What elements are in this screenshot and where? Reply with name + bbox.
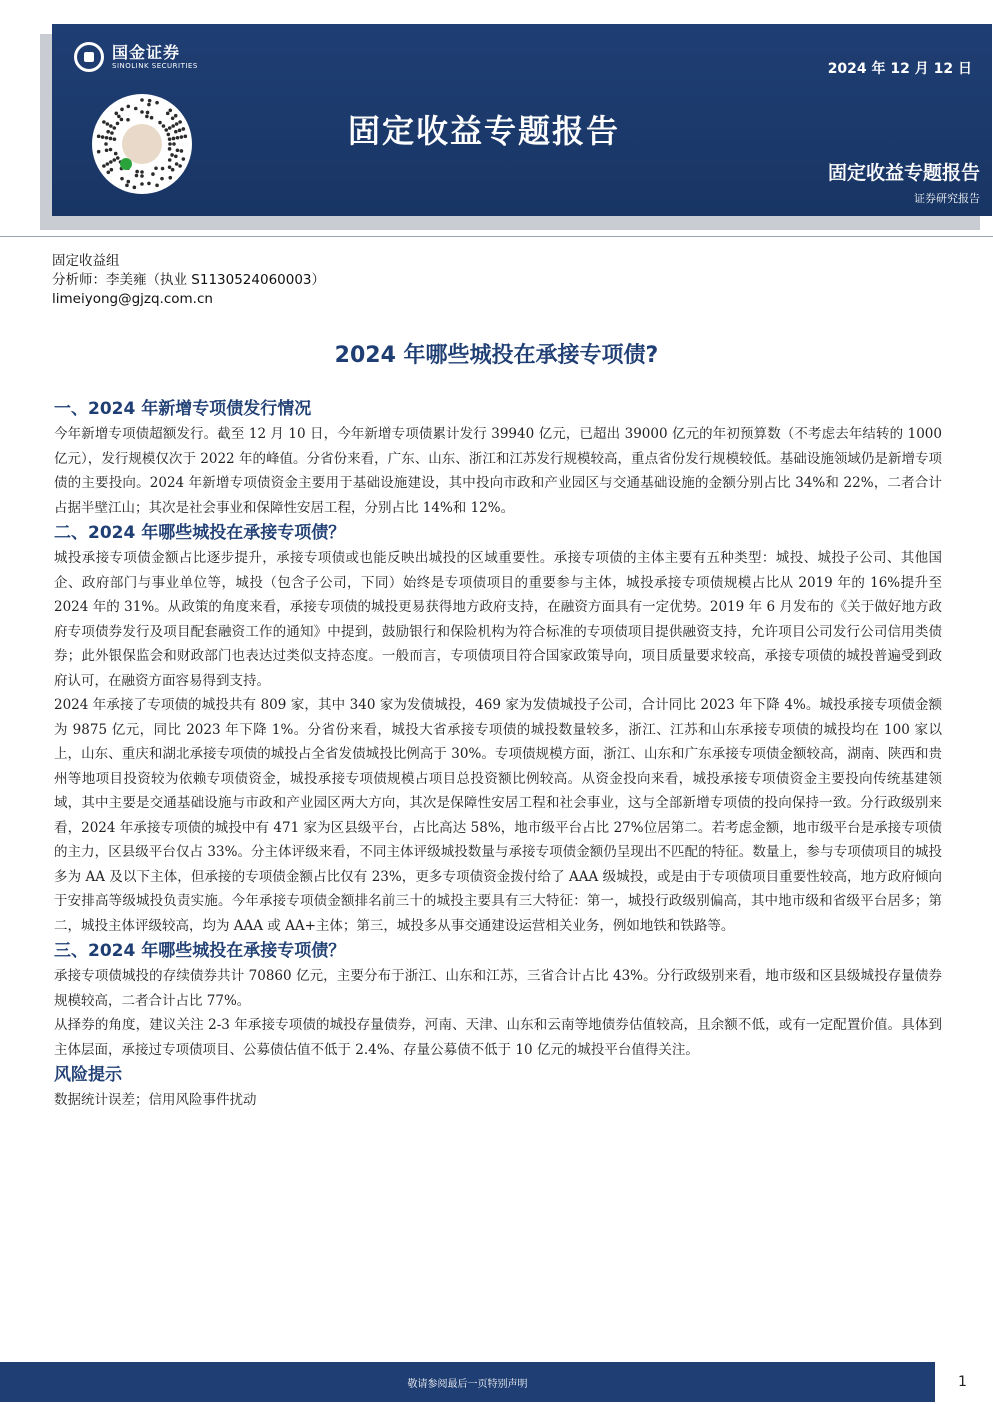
report-header bbox=[52, 24, 992, 216]
report-title: 固定收益专题报告 bbox=[348, 112, 621, 150]
author-email[interactable]: limeiyong@gjzq.com.cn bbox=[52, 291, 213, 307]
brand-logo bbox=[74, 42, 198, 72]
report-body bbox=[54, 396, 942, 1113]
footer-disclaimer: 敬请参阅最后一页特别声明 bbox=[407, 1379, 528, 1390]
section-heading: 风险提示 bbox=[54, 1065, 122, 1085]
section-1 bbox=[54, 396, 942, 520]
report-type: 固定收益专题报告 bbox=[827, 162, 980, 184]
section-paragraph: 从择券的角度，建议关注 2-3 年承接专项债的城投存量债券，河南、天津、山东和云南等地债券估值较高，且余额不低，或有一定配置价值。具体到主体层面，承接过专项债项目、公募债估值不低于 2.4%、存量公募债不低于 10 亿元的城投平台值得关注。 bbox=[54, 1017, 942, 1058]
author-analyst: 分析师：李美雍（执业 S1130524060003） bbox=[52, 272, 326, 288]
header-divider bbox=[0, 236, 993, 237]
logo-icon bbox=[74, 42, 104, 72]
section-paragraph: 城投承接专项债金额占比逐步提升，承接专项债或也能反映出城投的区域重要性。承接专项债的主体主要有五种类型：城投、城投子公司、其他国企、政府部门与事业单位等，城投（包含子公司，下同）始终是专项债项目的重要参与主体，城投承接专项债规模占比从 2019 年的 16%提升至 2024 年的 31%。从政策的角度来看，承接专项债的城投更易获得地方政府支持，在融资方面具有一定优势。2019 年 6 月发布的《关于做好地方政府专项债券发行及项目配套融资工作的通知》中提到，鼓励银行和保险机构为符合标准的专项债项目提供融资支持，允许项目公司发行公司信用类债券；此外银保监会和财政部门也表达过类似支持态度。一般而言，专项债项目符合国家政策导向，项目质量要求较高，承接专项债的城投普遍受到政府认可，在融资方面容易得到支持。 bbox=[54, 550, 942, 689]
section-heading: 一、2024 年新增专项债发行情况 bbox=[54, 399, 312, 419]
section-paragraph: 承接专项债城投的存续债券共计 70860 亿元，主要分布于浙江、山东和江苏，三省合计占比 43%。分行政级别来看，地市级和区县级城投存量债券规模较高，二者合计占比 77%。 bbox=[54, 968, 942, 1009]
section-paragraph: 2024 年承接了专项债的城投共有 809 家，其中 340 家为发债城投，469 家为发债城投子公司，合计同比 2023 年下降 4%。城投承接专项债金额为 9875 亿元，同比 2023 年下降 1%。分省份来看，城投大省承接专项债的城投数量较多，浙江、江苏和山东承接专项债的城投均在 100 家以上，山东、重庆和湖北承接专项债的城投占全省发债城投比例高于 30%。专项债规模方面，浙江、山东和广东承接专项债金额较高，湖南、陕西和贵州等地项目投资较为依赖专项债资金，城投承接专项债规模占项目总投资额比例较高。从资金投向来看，城投承接专项债资金主要投向传统基建领域，其中主要是交通基础设施与市政和产业园区两大方向，其次是保障性安居工程和社会事业，这与全部新增专项债的投向保持一致。分行政级别来看，2024 年承接专项债的城投中有 471 家为区县级平台，占比高达 58%，地市级平台占比 27%位居第二。若考虑金额，地市级平台是承接专项债的主力，区县级平台仅占 33%。分主体评级来看，不同主体评级城投数量与承接专项债金额仍呈现出不匹配的特征。数量上，参与专项债项目的城投多为 AA 及以下主体，但承接的专项债金额占比仅有 23%，更多专项债资金拨付给了 AAA 级城投，或是由于专项债项目重要性较高，地方政府倾向于安排高等级城投负责实施。今年承接专项债金额排名前三十的城投主要具有三大特征：第一，城投行政级别偏高，其中地市级和省级平台居多；第二，城投主体评级较高，均为 AAA 或 AA+主体；第三，城投多从事交通建设运营相关业务，例如地铁和铁路等。 bbox=[54, 697, 942, 934]
section-2 bbox=[54, 520, 942, 938]
report-date: 2024 年 12 月 12 日 bbox=[827, 61, 972, 77]
document-title: 2024 年哪些城投在承接专项债? bbox=[334, 343, 659, 368]
section-heading: 二、2024 年哪些城投在承接专项债？ bbox=[54, 523, 346, 543]
author-block bbox=[52, 252, 325, 309]
brand-name-en: SINOLINK SECURITIES bbox=[112, 61, 198, 70]
section-paragraph: 今年新增专项债超额发行。截至 12 月 10 日，今年新增专项债累计发行 39940 亿元，已超出 39000 亿元的年初预算数（不考虑去年结转的 1000 亿元），发行规模仅次于 2022 年的峰值。分省份来看，广东、山东、浙江和江苏发行规模较高，重点省份发行规模较低。基础设施领域仍是新增专项债的主要投向。2024 年新增专项债资金主要用于基础设施建设，其中投向市政和产业园区与交通基础设施的金额分别占比 34%和 22%，二者合计占据半壁江山；其次是社会事业和保障性安居工程，分别占比 14%和 12%。 bbox=[54, 426, 942, 516]
page-number: 1 bbox=[958, 1374, 967, 1390]
qr-code-icon bbox=[92, 94, 192, 194]
section-3 bbox=[54, 938, 942, 1062]
section-heading: 三、2024 年哪些城投在承接专项债？ bbox=[54, 941, 346, 961]
report-subtype: 证券研究报告 bbox=[914, 192, 980, 205]
brand-name-cn: 国金证券 bbox=[112, 42, 181, 62]
section-risk bbox=[54, 1062, 942, 1113]
author-group: 固定收益组 bbox=[52, 253, 120, 269]
section-paragraph: 数据统计误差；信用风险事件扰动 bbox=[54, 1092, 257, 1108]
